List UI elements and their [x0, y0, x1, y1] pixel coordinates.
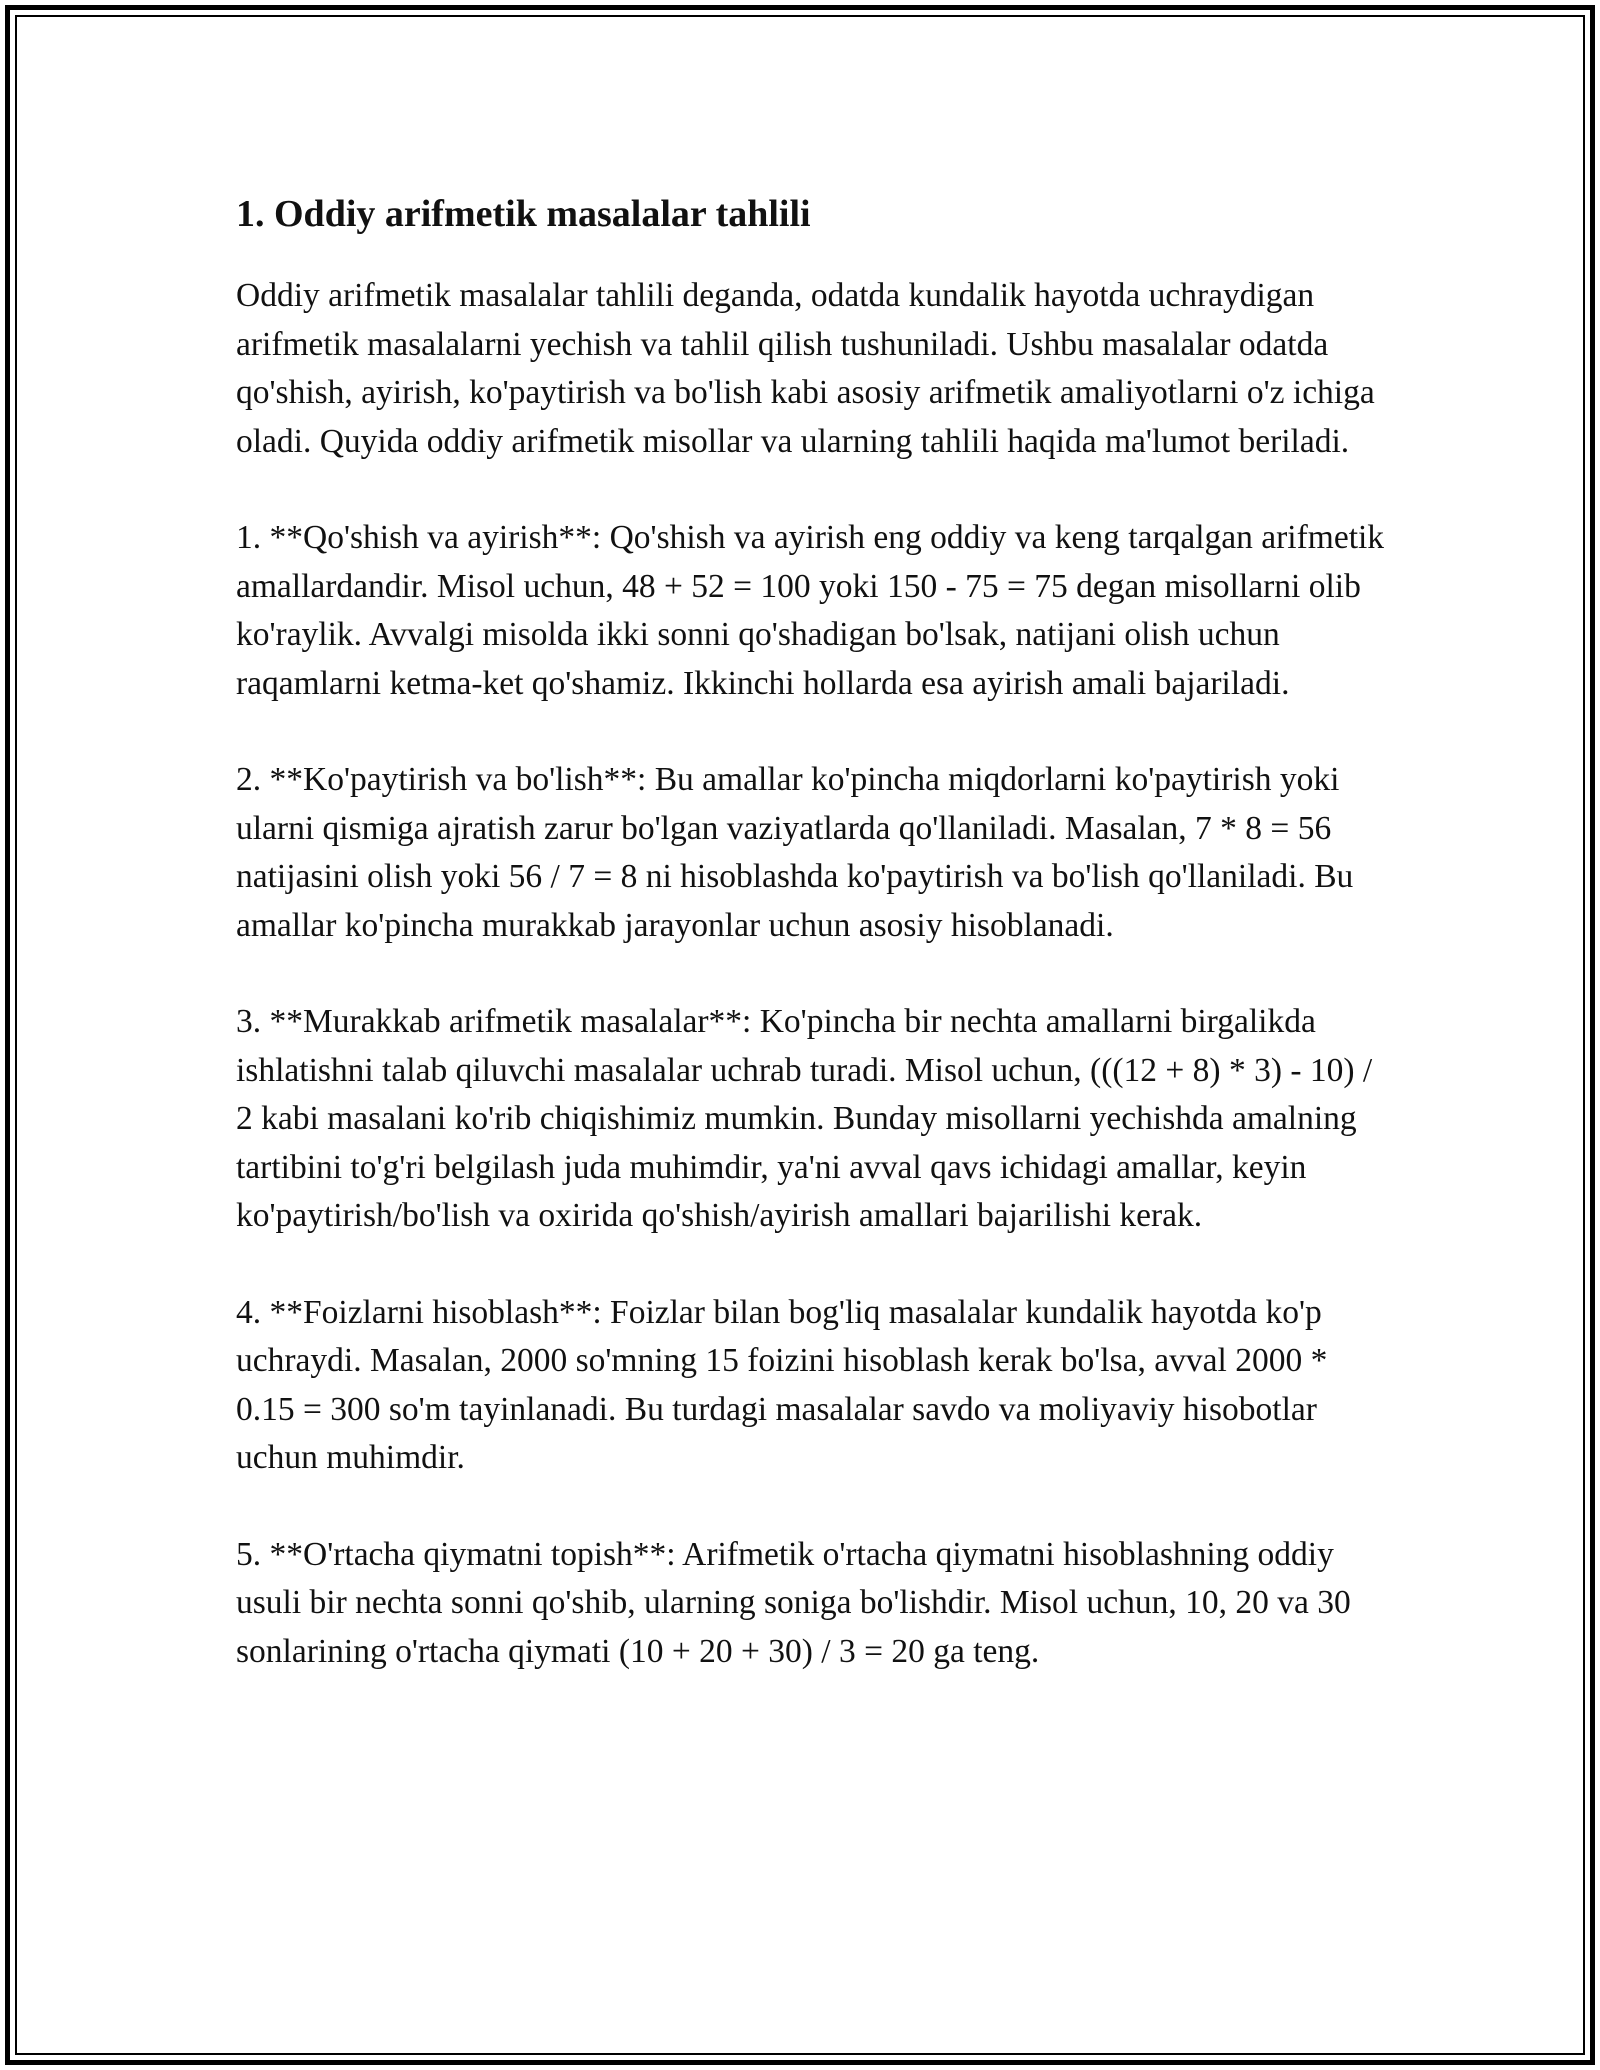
- document-body: [236, 182, 1386, 1676]
- paragraph-percentages: 4. **Foizlarni hisoblash**: Foizlar bilan bog'liq masalalar kundalik hayotda ko'p uchraydi. Masalan, 2000 so'mning 15 foizini hisoblash kerak bo'lsa, avval 2000 * 0.15 = 300 so'm tayinlanadi. Bu turdagi masalalar savdo va moliyaviy hisobotlar uchun muhimdir.: [236, 1293, 1328, 1476]
- intro-paragraph: Oddiy arifmetik masalalar tahlili deganda, odatda kundalik hayotda uchraydigan arifmetik masalalarni yechish va tahlil qilish tushuniladi. Ushbu masalalar odatda qo'shish, ayirish, ko'paytirish va bo'lish kabi asosiy arifmetik amaliyotlarni o'z ichiga oladi. Quyida oddiy arifmetik misollar va ularning tahlili haqida ma'lumot beriladi.: [236, 277, 1375, 460]
- paragraph-addition-subtraction: 1. **Qo'shish va ayirish**: Qo'shish va ayirish eng oddiy va keng tarqalgan arifmetik amallardandir. Misol uchun, 48 + 52 = 100 yoki 150 - 75 = 75 degan misollarni olib ko'raylik. Avvalgi misolda ikki sonni qo'shadigan bo'lsak, natijani olish uchun raqamlarni ketma-ket qo'shamiz. Ikkinchi hollarda esa ayirish amali bajariladi.: [236, 519, 1385, 702]
- paragraph-multiplication-division: 2. **Ko'paytirish va bo'lish**: Bu amallar ko'pincha miqdorlarni ko'paytirish yoki ularni qismiga ajratish zarur bo'lgan vaziyatlarda qo'llaniladi. Masalan, 7 * 8 = 56 natijasini olish yoki 56 / 7 = 8 ni hisoblashda ko'paytirish va bo'lish qo'llaniladi. Bu amallar ko'pincha murakkab jarayonlar uchun asosiy hisoblanadi.: [236, 761, 1354, 944]
- paragraph-complex-problems: 3. **Murakkab arifmetik masalalar**: Ko'pincha bir nechta amallarni birgalikda ishlatishni talab qiluvchi masalalar uchrab turadi. Misol uchun, (((12 + 8) * 3) - 10) / 2 kabi masalani ko'rib chiqishimiz mumkin. Bunday misollarni yechishda amalning tartibini to'g'ri belgilash juda muhimdir, ya'ni avval qavs ichidagi amallar, keyin ko'paytirish/bo'lish va oxirida qo'shish/ayirish amallari bajarilishi kerak.: [236, 1003, 1373, 1234]
- section-title: 1. Oddiy arifmetik masalalar tahlili: [236, 193, 811, 235]
- paragraph-average: 5. **O'rtacha qiymatni topish**: Arifmetik o'rtacha qiymatni hisoblashning oddiy usuli bir nechta sonni qo'shib, ularning soniga bo'lishdir. Misol uchun, 10, 20 va 30 sonlarining o'rtacha qiymati (10 + 20 + 30) / 3 = 20 ga teng.: [236, 1535, 1351, 1670]
